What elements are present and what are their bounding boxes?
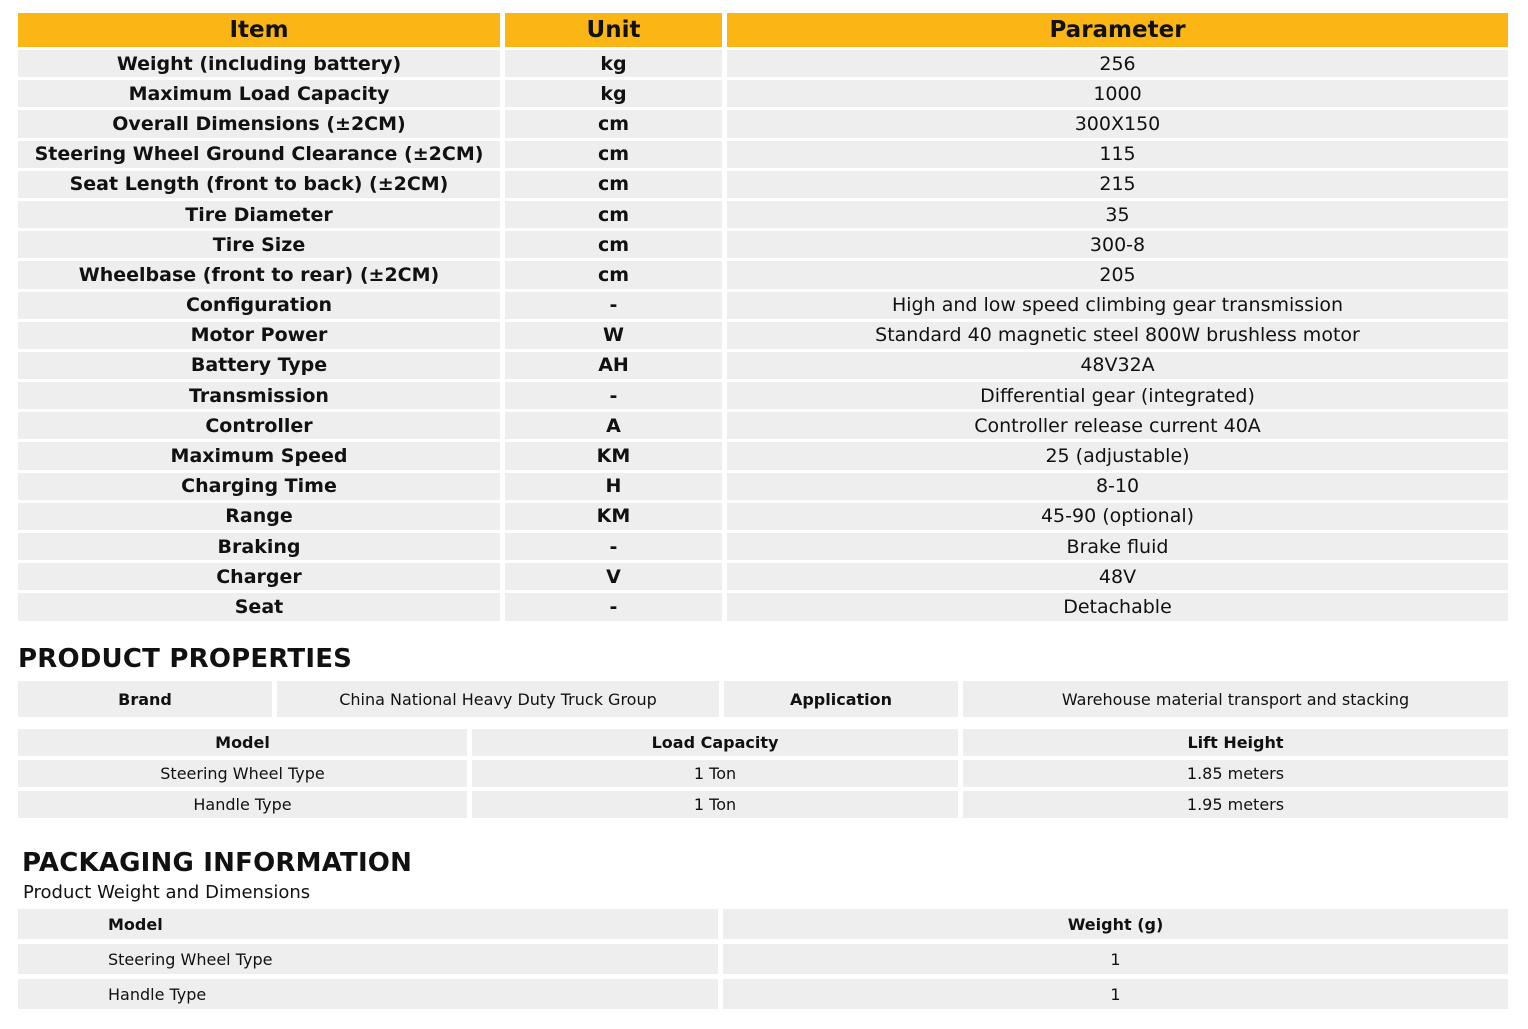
- unit-cell: AH: [505, 352, 722, 379]
- table-row: [18, 352, 1508, 379]
- table-row: [18, 791, 1508, 818]
- packaging-title: PACKAGING INFORMATION: [22, 848, 413, 878]
- lift-height-cell: 1.95 meters: [963, 791, 1508, 818]
- parameter-cell: Standard 40 magnetic steel 800W brushless motor: [727, 322, 1508, 349]
- parameter-cell: 35: [727, 201, 1508, 228]
- parameter-cell: High and low speed climbing gear transmission: [727, 292, 1508, 319]
- table-row: [18, 563, 1508, 590]
- parameter-cell: Detachable: [727, 593, 1508, 620]
- weight-cell: 1: [723, 944, 1508, 974]
- table-row: [18, 171, 1508, 198]
- model-table-body: [18, 760, 1508, 818]
- brand-value: China National Heavy Duty Truck Group: [277, 681, 719, 717]
- unit-cell: V: [505, 563, 722, 590]
- parameter-cell: 45-90 (optional): [727, 503, 1508, 530]
- parameter-cell: 205: [727, 261, 1508, 288]
- table-row: [18, 80, 1508, 107]
- model-cell: Steering Wheel Type: [18, 760, 467, 787]
- table-row: [18, 533, 1508, 560]
- unit-cell: KM: [505, 442, 722, 469]
- unit-cell: KM: [505, 503, 722, 530]
- unit-cell: kg: [505, 80, 722, 107]
- load-capacity-cell: 1 Ton: [472, 760, 958, 787]
- table-row: [18, 503, 1508, 530]
- packaging-table-body: [18, 944, 1508, 1009]
- unit-cell: -: [505, 292, 722, 319]
- table-row: [18, 473, 1508, 500]
- item-cell: Tire Diameter: [18, 201, 500, 228]
- unit-cell: W: [505, 322, 722, 349]
- item-cell: Steering Wheel Ground Clearance (±2CM): [18, 141, 500, 168]
- model-cell: Steering Wheel Type: [18, 944, 718, 974]
- packaging-header-weight: Weight (g): [723, 909, 1508, 939]
- item-cell: Motor Power: [18, 322, 500, 349]
- item-cell: Maximum Speed: [18, 442, 500, 469]
- item-cell: Wheelbase (front to rear) (±2CM): [18, 261, 500, 288]
- brand-label: Brand: [18, 681, 272, 717]
- brand-application-row: [18, 681, 1508, 717]
- packaging-table: [18, 909, 1508, 1014]
- model-table: [18, 729, 1508, 822]
- table-row: [18, 110, 1508, 137]
- parameter-cell: 8-10: [727, 473, 1508, 500]
- unit-cell: cm: [505, 231, 722, 258]
- item-cell: Range: [18, 503, 500, 530]
- header-unit: Unit: [505, 13, 722, 47]
- table-row: [18, 760, 1508, 787]
- item-cell: Charging Time: [18, 473, 500, 500]
- unit-cell: -: [505, 382, 722, 409]
- item-cell: Braking: [18, 533, 500, 560]
- table-row: [18, 292, 1508, 319]
- weight-cell: 1: [723, 979, 1508, 1009]
- item-cell: Overall Dimensions (±2CM): [18, 110, 500, 137]
- parameter-cell: 256: [727, 50, 1508, 77]
- item-cell: Battery Type: [18, 352, 500, 379]
- header-parameter: Parameter: [727, 13, 1508, 47]
- table-row: [18, 944, 1508, 974]
- parameter-cell: 215: [727, 171, 1508, 198]
- table-row: [18, 382, 1508, 409]
- model-header-lift: Lift Height: [963, 729, 1508, 756]
- unit-cell: -: [505, 593, 722, 620]
- spec-table: [18, 13, 1508, 624]
- parameter-cell: Controller release current 40A: [727, 412, 1508, 439]
- item-cell: Weight (including battery): [18, 50, 500, 77]
- table-row: [18, 231, 1508, 258]
- application-value: Warehouse material transport and stacking: [963, 681, 1508, 717]
- unit-cell: cm: [505, 201, 722, 228]
- load-capacity-cell: 1 Ton: [472, 791, 958, 818]
- model-header-model: Model: [18, 729, 467, 756]
- item-cell: Tire Size: [18, 231, 500, 258]
- parameter-cell: 300-8: [727, 231, 1508, 258]
- unit-cell: cm: [505, 141, 722, 168]
- model-table-header: [18, 729, 1508, 756]
- parameter-cell: Differential gear (integrated): [727, 382, 1508, 409]
- table-row: [18, 50, 1508, 77]
- table-row: [18, 412, 1508, 439]
- item-cell: Maximum Load Capacity: [18, 80, 500, 107]
- model-cell: Handle Type: [18, 791, 467, 818]
- unit-cell: cm: [505, 261, 722, 288]
- unit-cell: cm: [505, 171, 722, 198]
- parameter-cell: 25 (adjustable): [727, 442, 1508, 469]
- model-cell: Handle Type: [18, 979, 718, 1009]
- parameter-cell: 48V: [727, 563, 1508, 590]
- table-row: [18, 322, 1508, 349]
- table-row: [18, 979, 1508, 1009]
- lift-height-cell: 1.85 meters: [963, 760, 1508, 787]
- header-item: Item: [18, 13, 500, 47]
- packaging-header-model: Model: [18, 909, 718, 939]
- item-cell: Seat Length (front to back) (±2CM): [18, 171, 500, 198]
- model-header-load: Load Capacity: [472, 729, 958, 756]
- unit-cell: -: [505, 533, 722, 560]
- item-cell: Charger: [18, 563, 500, 590]
- table-row: [18, 442, 1508, 469]
- unit-cell: H: [505, 473, 722, 500]
- spec-table-header: [18, 13, 1508, 47]
- item-cell: Seat: [18, 593, 500, 620]
- table-row: [18, 593, 1508, 620]
- unit-cell: cm: [505, 110, 722, 137]
- spec-table-body: [18, 50, 1508, 621]
- parameter-cell: Brake fluid: [727, 533, 1508, 560]
- table-row: [18, 141, 1508, 168]
- unit-cell: A: [505, 412, 722, 439]
- unit-cell: kg: [505, 50, 722, 77]
- parameter-cell: 115: [727, 141, 1508, 168]
- table-row: [18, 261, 1508, 288]
- packaging-table-header: [18, 909, 1508, 939]
- item-cell: Controller: [18, 412, 500, 439]
- item-cell: Transmission: [18, 382, 500, 409]
- application-label: Application: [724, 681, 958, 717]
- parameter-cell: 300X150: [727, 110, 1508, 137]
- parameter-cell: 48V32A: [727, 352, 1508, 379]
- product-properties-title: PRODUCT PROPERTIES: [18, 644, 353, 674]
- item-cell: Configuration: [18, 292, 500, 319]
- parameter-cell: 1000: [727, 80, 1508, 107]
- packaging-subtitle: Product Weight and Dimensions: [23, 882, 311, 903]
- table-row: [18, 201, 1508, 228]
